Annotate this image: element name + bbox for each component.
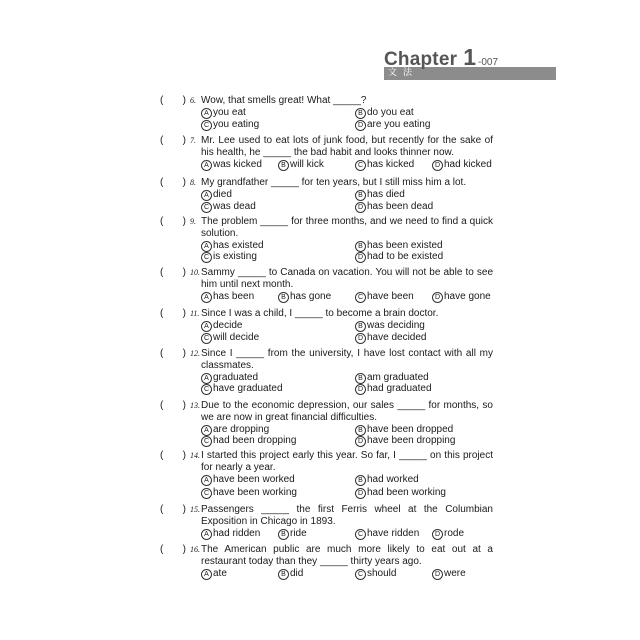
option-text: was dead xyxy=(213,200,256,212)
option-text: has been dead xyxy=(367,200,434,212)
option-letter-icon: B xyxy=(355,108,366,119)
option-letter-icon: B xyxy=(355,373,366,384)
question-number: 8. xyxy=(190,178,196,187)
option-text: ate xyxy=(213,567,227,579)
answer-option[interactable] xyxy=(355,159,414,171)
option-text: have been dropping xyxy=(367,435,456,446)
option-text: have been dropped xyxy=(367,423,454,435)
option-letter-icon: A xyxy=(201,425,212,436)
question-stem: I started this project early this year. So far, I _____ on this project for nearly a year. xyxy=(201,450,493,473)
option-letter-icon: A xyxy=(201,160,212,171)
answer-option[interactable] xyxy=(355,528,419,540)
answer-option[interactable] xyxy=(278,291,331,303)
answer-blank: ( ) xyxy=(160,177,186,188)
answer-option[interactable] xyxy=(432,159,492,171)
option-letter-icon: A xyxy=(201,475,212,486)
option-letter-icon: A xyxy=(201,241,212,252)
answer-option[interactable] xyxy=(355,291,414,303)
option-text: had worked xyxy=(367,473,419,485)
question-stem: Sammy _____ to Canada on vacation. You will not be able to see him until next month. xyxy=(201,267,493,290)
option-text: are you eating xyxy=(367,118,431,130)
option-text: ride xyxy=(290,527,307,539)
option-text: should xyxy=(367,567,397,579)
question-number: 9. xyxy=(190,217,196,226)
option-letter-icon: C xyxy=(355,292,366,303)
answer-option[interactable] xyxy=(355,435,455,447)
answer-option[interactable] xyxy=(355,107,414,119)
answer-blank: ( ) xyxy=(160,216,186,227)
option-letter-icon: A xyxy=(201,529,212,540)
chapter-header xyxy=(384,44,556,80)
chapter-word: Chapter xyxy=(384,49,458,70)
option-letter-icon: B xyxy=(355,321,366,332)
answer-blank: ( ) xyxy=(160,504,186,515)
question-stem: Since I _____ from the university, I have lost contact with all my classmates. xyxy=(201,348,493,371)
option-letter-icon: B xyxy=(355,475,366,486)
option-letter-icon: C xyxy=(355,160,366,171)
option-text: had been dropping xyxy=(213,435,297,446)
option-letter-icon: B xyxy=(278,569,289,580)
answer-option[interactable] xyxy=(201,424,269,436)
option-letter-icon: B xyxy=(278,160,289,171)
option-letter-icon: A xyxy=(201,569,212,580)
answer-blank: ( ) xyxy=(160,135,186,146)
option-text: has gone xyxy=(290,290,332,302)
question-number: 12. xyxy=(190,349,200,358)
question-stem: Mr. Lee used to eat lots of junk food, but recently for the sake of his health, he _____ the bad habit and looks thinner now. xyxy=(201,135,493,158)
answer-option[interactable] xyxy=(201,568,227,580)
answer-blank: ( ) xyxy=(160,450,186,461)
answer-blank: ( ) xyxy=(160,400,186,411)
option-letter-icon: A xyxy=(201,373,212,384)
option-letter-icon: B xyxy=(355,241,366,252)
option-text: have been xyxy=(367,290,414,302)
option-letter-icon: D xyxy=(432,160,443,171)
option-text: has been existed xyxy=(367,239,443,251)
option-text: had been working xyxy=(367,486,446,498)
question-number: 14. xyxy=(190,451,200,460)
question-number: 13. xyxy=(190,401,200,410)
option-letter-icon: B xyxy=(278,292,289,303)
option-letter-icon: C xyxy=(201,488,212,499)
option-letter-icon: D xyxy=(355,488,366,499)
answer-option[interactable] xyxy=(278,528,307,540)
answer-option[interactable] xyxy=(201,487,297,499)
answer-option[interactable] xyxy=(355,119,430,131)
answer-option[interactable] xyxy=(201,474,295,486)
chapter-title xyxy=(384,44,556,70)
option-letter-icon: A xyxy=(201,292,212,303)
answer-blank: ( ) xyxy=(160,267,186,278)
option-text: were xyxy=(444,567,466,579)
answer-blank: ( ) xyxy=(160,308,186,319)
option-text: have graduated xyxy=(213,383,283,394)
option-letter-icon: B xyxy=(278,529,289,540)
option-text: was kicked xyxy=(213,158,262,170)
option-text: have decided xyxy=(367,331,427,343)
answer-option[interactable] xyxy=(201,189,232,201)
page-number: -007 xyxy=(478,57,499,68)
answer-option[interactable] xyxy=(355,372,429,384)
answer-option[interactable] xyxy=(278,568,303,580)
option-letter-icon: A xyxy=(201,190,212,201)
option-letter-icon: A xyxy=(201,321,212,332)
answer-option[interactable] xyxy=(432,291,491,303)
option-letter-icon: C xyxy=(201,120,212,131)
answer-option[interactable] xyxy=(355,320,425,332)
option-letter-icon: C xyxy=(355,529,366,540)
question-stem: Wow, that smells great! What _____? xyxy=(201,95,367,106)
option-letter-icon: D xyxy=(432,292,443,303)
option-text: is existing xyxy=(213,251,257,262)
answer-option[interactable] xyxy=(432,568,466,580)
answer-option[interactable] xyxy=(201,119,259,131)
option-text: has been xyxy=(213,290,255,302)
question-number: 16. xyxy=(190,545,200,554)
option-letter-icon: B xyxy=(355,425,366,436)
option-letter-icon: D xyxy=(355,333,366,344)
answer-option[interactable] xyxy=(355,474,419,486)
option-text: was deciding xyxy=(367,320,425,331)
option-text: has existed xyxy=(213,239,264,251)
option-text: have been working xyxy=(213,486,297,498)
answer-option[interactable] xyxy=(201,201,256,213)
option-letter-icon: D xyxy=(355,384,366,395)
option-letter-icon: C xyxy=(201,252,212,263)
option-letter-icon: C xyxy=(355,569,366,580)
answer-option[interactable] xyxy=(201,528,260,540)
answer-option[interactable] xyxy=(355,189,405,201)
option-text: had ridden xyxy=(213,527,261,539)
answer-blank: ( ) xyxy=(160,348,186,359)
option-text: had to be existed xyxy=(367,251,444,262)
option-text: decide xyxy=(213,320,243,331)
option-letter-icon: D xyxy=(355,436,366,447)
option-text: are dropping xyxy=(213,423,270,435)
answer-option[interactable] xyxy=(201,240,264,252)
option-text: you eat xyxy=(213,107,246,118)
option-text: have been worked xyxy=(213,473,295,485)
option-letter-icon: D xyxy=(432,569,443,580)
answer-option[interactable] xyxy=(355,424,453,436)
answer-option[interactable] xyxy=(201,435,296,447)
answer-option[interactable] xyxy=(355,251,443,263)
answer-option[interactable] xyxy=(355,332,427,344)
option-text: has kicked xyxy=(367,158,415,170)
option-text: you eating xyxy=(213,118,260,130)
option-text: have ridden xyxy=(367,527,420,539)
answer-option[interactable] xyxy=(201,372,258,384)
question-stem: Since I was a child, I _____ to become a brain doctor. xyxy=(201,308,439,319)
answer-option[interactable] xyxy=(201,291,254,303)
option-text: am graduated xyxy=(367,371,429,383)
question-number: 10. xyxy=(190,268,200,277)
question-stem: The American public are much more likely to eat out at a restaurant today than they _____ thirty years ago. xyxy=(201,544,493,567)
option-text: had kicked xyxy=(444,158,492,170)
answer-option[interactable] xyxy=(278,159,324,171)
option-letter-icon: D xyxy=(432,529,443,540)
option-letter-icon: C xyxy=(201,384,212,395)
option-letter-icon: D xyxy=(355,202,366,213)
option-letter-icon: A xyxy=(201,108,212,119)
question-number: 6. xyxy=(190,96,196,105)
option-text: have gone xyxy=(444,290,491,302)
chapter-subtitle-bar: 文法 xyxy=(384,67,556,80)
option-letter-icon: C xyxy=(201,333,212,344)
question-stem: My grandfather _____ for ten years, but I still miss him a lot. xyxy=(201,177,467,188)
answer-option[interactable] xyxy=(355,201,433,213)
question-stem: Due to the economic depression, our sales _____ for months, so we are now in great financial difficulties. xyxy=(201,400,493,423)
option-text: had graduated xyxy=(367,383,432,394)
option-text: has died xyxy=(367,189,405,200)
chapter-number: 1 xyxy=(463,44,476,70)
option-letter-icon: B xyxy=(355,190,366,201)
answer-option[interactable] xyxy=(201,159,262,171)
option-letter-icon: D xyxy=(355,120,366,131)
option-letter-icon: D xyxy=(355,252,366,263)
question-stem: Passengers _____ the first Ferris wheel at the Columbian Exposition in Chicago in 1893. xyxy=(201,504,493,527)
answer-option[interactable] xyxy=(201,332,259,344)
answer-option[interactable] xyxy=(355,240,443,252)
option-letter-icon: C xyxy=(201,436,212,447)
answer-option[interactable] xyxy=(201,107,246,119)
question-number: 15. xyxy=(190,505,200,514)
question-number: 11. xyxy=(190,309,200,318)
answer-option[interactable] xyxy=(201,251,257,263)
answer-option[interactable] xyxy=(355,383,432,395)
question-stem: The problem _____ for three months, and we need to find a quick solution. xyxy=(201,216,493,239)
option-text: died xyxy=(213,189,232,200)
option-text: did xyxy=(290,567,304,579)
answer-option[interactable] xyxy=(432,528,464,540)
answer-option[interactable] xyxy=(355,568,396,580)
answer-blank: ( ) xyxy=(160,95,186,106)
option-text: graduated xyxy=(213,371,259,383)
answer-option[interactable] xyxy=(201,383,283,395)
option-letter-icon: C xyxy=(201,202,212,213)
option-text: do you eat xyxy=(367,107,414,118)
option-text: rode xyxy=(444,527,465,539)
answer-blank: ( ) xyxy=(160,544,186,555)
question-number: 7. xyxy=(190,136,196,145)
answer-option[interactable] xyxy=(355,487,446,499)
option-text: will decide xyxy=(213,331,260,343)
answer-option[interactable] xyxy=(201,320,242,332)
option-text: will kick xyxy=(290,158,324,170)
